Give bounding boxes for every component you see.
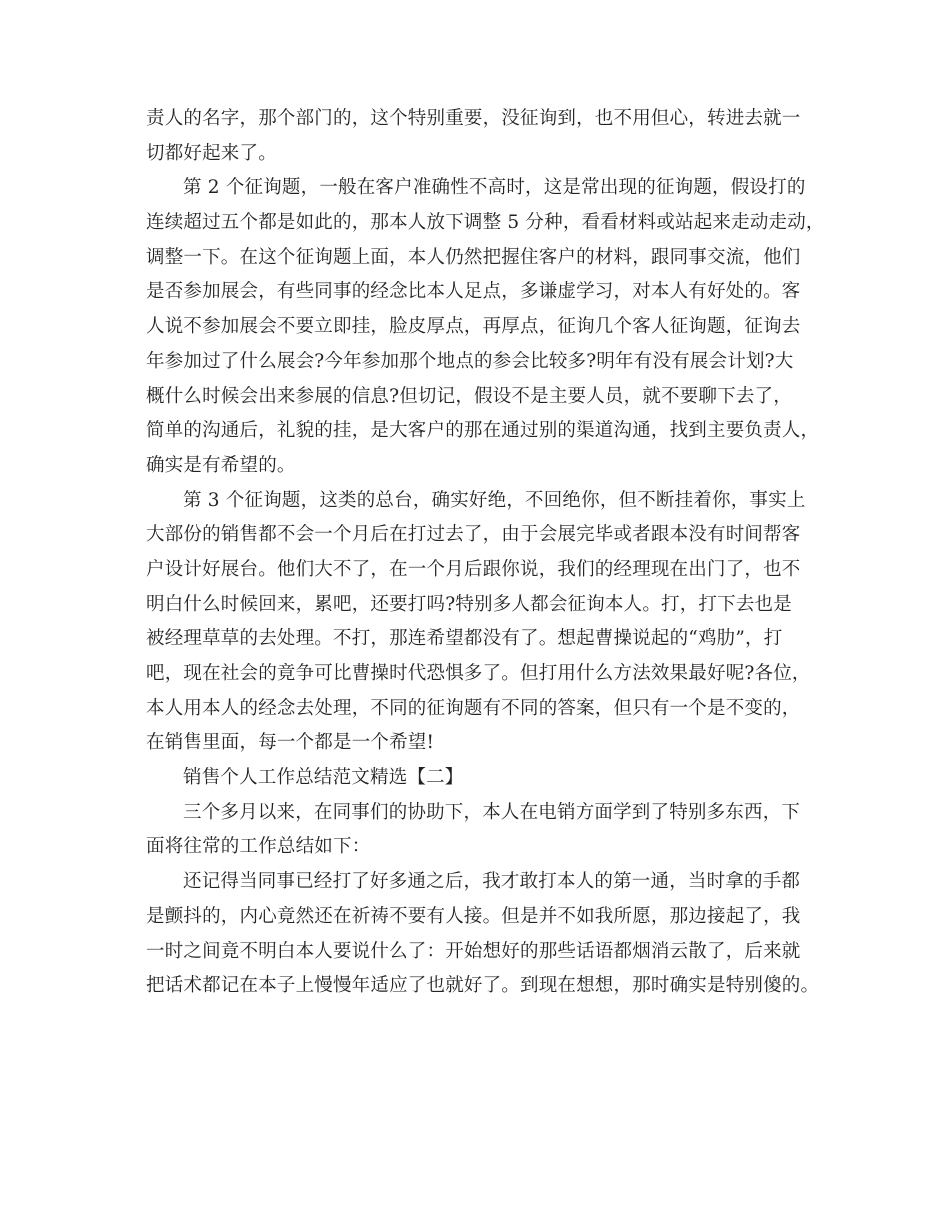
text-line: 在销售里面，每一个都是一个希望! bbox=[146, 732, 435, 754]
text-line: 销售个人工作总结范文精选【二】 bbox=[183, 767, 464, 789]
text-line: 第 2 个征询题，一般在客户准确性不高时，这是常出现的征询题，假设打的 bbox=[183, 177, 806, 199]
text-line: 户设计好展台。他们大不了，在一个月后跟你说，我们的经理现在出门了，也不 bbox=[146, 558, 801, 580]
text-line: 是颤抖的，内心竟然还在祈祷不要有人接。但是并不如我所愿，那边接起了，我 bbox=[146, 905, 801, 927]
text-line: 调整一下。在这个征询题上面，本人仍然把握住客户的材料，跟同事交流，他们 bbox=[146, 246, 801, 268]
text-line: 被经理草草的去处理。不打，那连希望都没有了。想起曹操说起的“鸡肋”，打 bbox=[146, 628, 783, 650]
text-line: 确实是有希望的。 bbox=[146, 454, 296, 476]
text-line: 还记得当同事已经打了好多通之后，我才敢打本人的第一通，当时拿的手都 bbox=[183, 871, 801, 893]
text-line: 责人的名字，那个部门的，这个特别重要，没征询到，也不用但心，转进去就一 bbox=[146, 108, 801, 129]
text-line: 第 3 个征询题，这类的总台，确实好绝，不回绝你，但不断挂着你，事实上 bbox=[183, 489, 806, 511]
text-line: 明白什么时候回来，累吧，还要打吗?特别多人都会征询本人。打，打下去也是 bbox=[146, 593, 792, 615]
text-line: 大部份的销售都不会一个月后在打过去了，由于会展完毕或者跟本没有时间帮客 bbox=[146, 524, 801, 546]
document-body bbox=[146, 102, 836, 1004]
text-line: 吧，现在社会的竟争可比曹操时代恐惧多了。但打用什么方法效果最好呢?各位， bbox=[146, 663, 811, 684]
text-line: 把话术都记在本子上慢慢年适应了也就好了。到现在想想，那时确实是特别傻的。 bbox=[146, 975, 820, 997]
text-line: 简单的沟通后，礼貌的挂，是大客户的那在通过别的渠道沟通，找到主要负责人， bbox=[146, 420, 820, 442]
text-line: 三个多月以来，在同事们的协助下，本人在电销方面学到了特别多东西，下 bbox=[183, 801, 801, 823]
text-line: 连续超过五个都是如此的，那本人放下调整 5 分种，看看材料或站起来走动走动， bbox=[146, 212, 825, 234]
text-line: 面将往常的工作总结如下： bbox=[146, 836, 371, 858]
text-line: 概什么时候会出来参展的信息?但切记，假设不是主要人员，就不要聊下去了， bbox=[146, 385, 792, 407]
text-line: 一时之间竟不明白本人要说什么了：开始想好的那些话语都烟消云散了，后来就 bbox=[146, 940, 801, 962]
text-line: 人说不参加展会不要立即挂，脸皮厚点，再厚点，征询几个客人征询题，征询去 bbox=[146, 316, 801, 338]
text-line: 年参加过了什么展会?今年参加那个地点的参会比较多?明年有没有展会计划?大 bbox=[146, 350, 794, 372]
text-line: 本人用本人的经念去处理，不同的征询题有不同的答案，但只有一个是不变的， bbox=[146, 697, 801, 719]
text-line: 切都好起来了。 bbox=[146, 142, 277, 164]
text-line: 是否参加展会，有些同事的经念比本人足点，多谦虚学习，对本人有好处的。客 bbox=[146, 281, 801, 303]
